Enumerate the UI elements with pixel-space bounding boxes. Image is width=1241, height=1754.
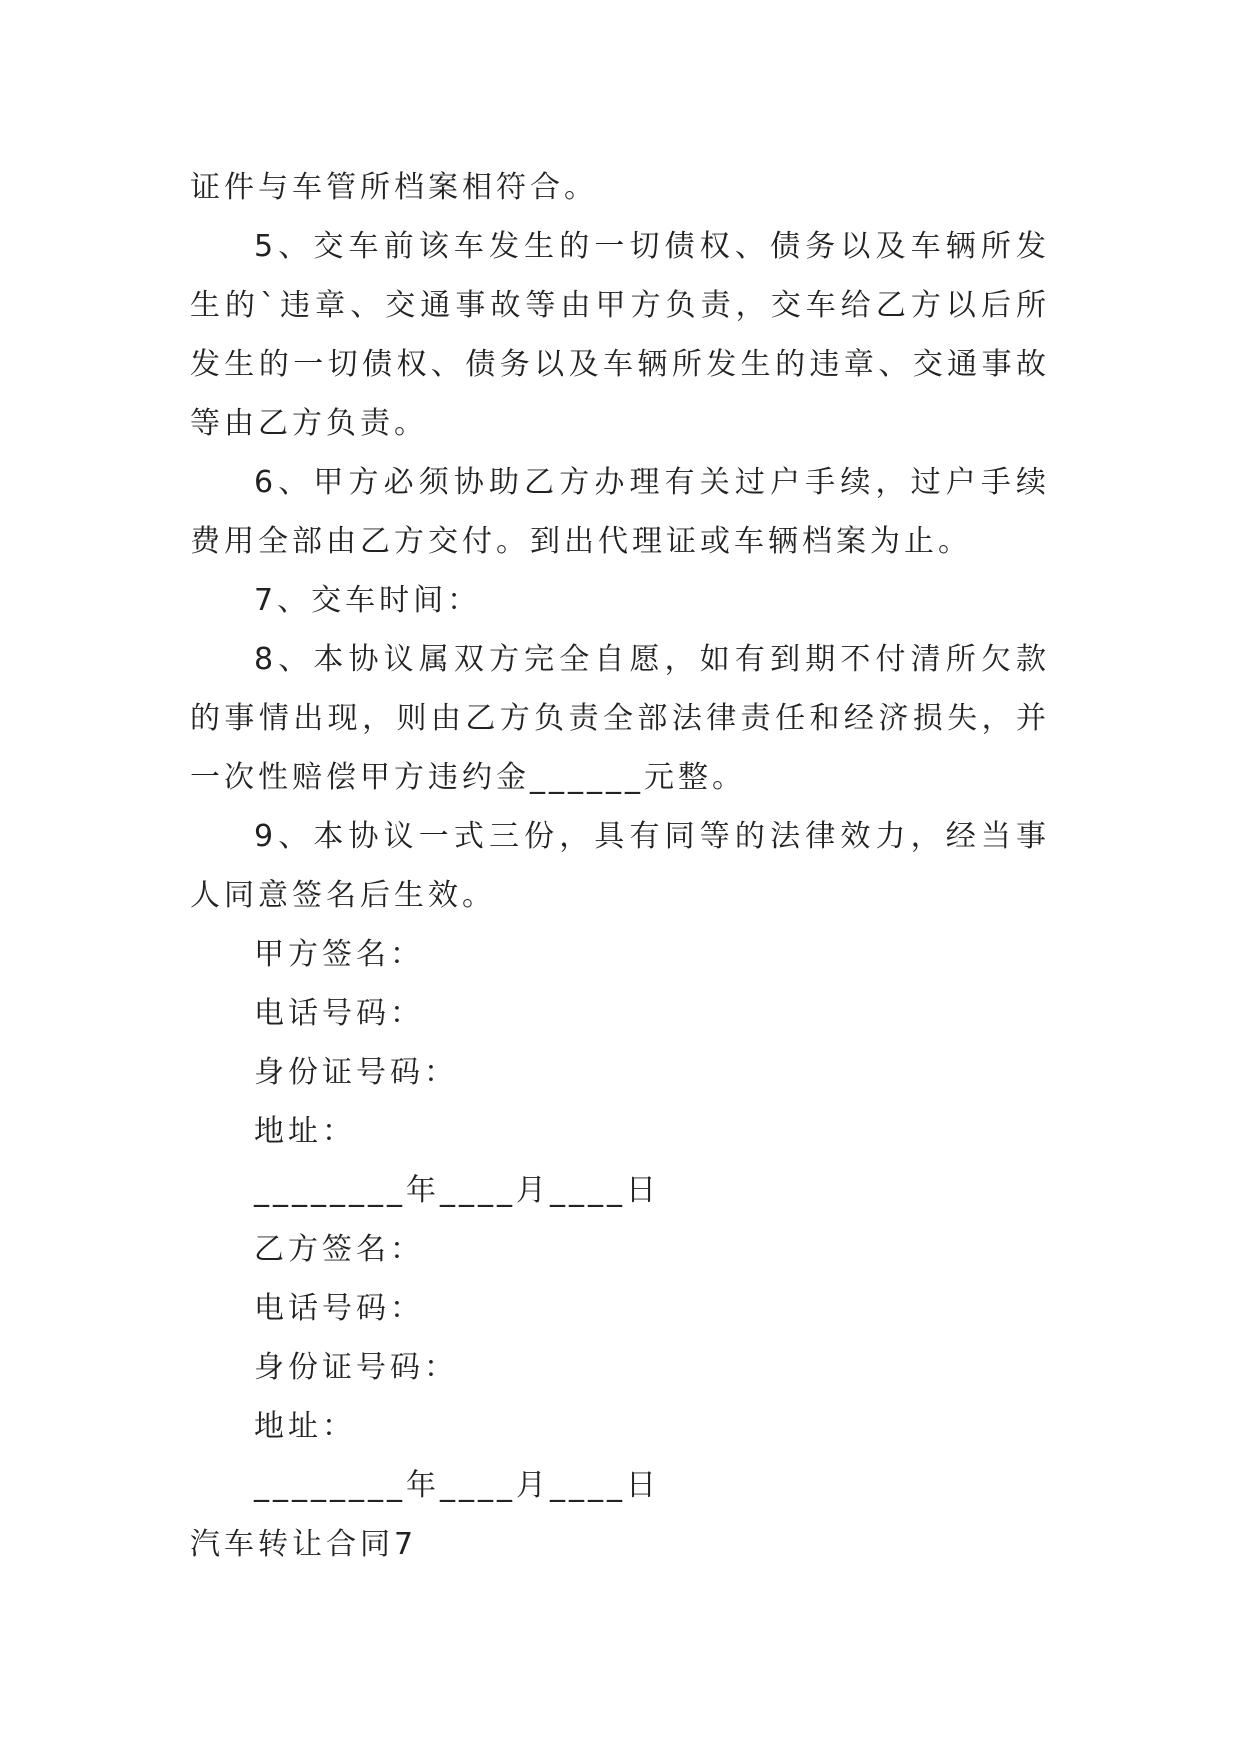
clause-6: 6、甲方必须协助乙方办理有关过户手续，过户手续费用全部由乙方交付。到出代理证或车辆档案为止。 [190, 465, 1050, 559]
paragraph-continuation: 证件与车管所档案相符合。 [190, 170, 598, 205]
party-a-address: 地址： [254, 1114, 356, 1149]
party-a-date: ________年____月____日 [254, 1173, 660, 1208]
party-b-id-number: 身份证号码： [254, 1350, 458, 1385]
party-b-block [190, 1220, 1050, 1515]
clause-7: 7、交车时间： [254, 583, 482, 618]
party-a-phone: 电话号码： [254, 996, 424, 1031]
party-b-date: ________年____月____日 [254, 1468, 660, 1503]
document-body [190, 158, 1050, 1574]
party-b-address: 地址： [254, 1409, 356, 1444]
clause-5: 5、交车前该车发生的一切债权、债务以及车辆所发生的`违章、交通事故等由甲方负责，交车给乙方以后所发生的一切债权、债务以及车辆所发生的违章、交通事故等由乙方负责。 [190, 229, 1050, 441]
next-section-title: 汽车转让合同7 [190, 1527, 418, 1562]
party-b-phone: 电话号码： [254, 1291, 424, 1326]
party-a-block [190, 925, 1050, 1220]
party-b-signature: 乙方签名： [254, 1232, 424, 1267]
clause-8: 8、本协议属双方完全自愿，如有到期不付清所欠款的事情出现，则由乙方负责全部法律责任和经济损失，并一次性赔偿甲方违约金______元整。 [190, 642, 1050, 795]
party-a-signature: 甲方签名： [254, 937, 424, 972]
party-a-id-number: 身份证号码： [254, 1055, 458, 1090]
clause-9: 9、本协议一式三份，具有同等的法律效力，经当事人同意签名后生效。 [190, 819, 1050, 913]
